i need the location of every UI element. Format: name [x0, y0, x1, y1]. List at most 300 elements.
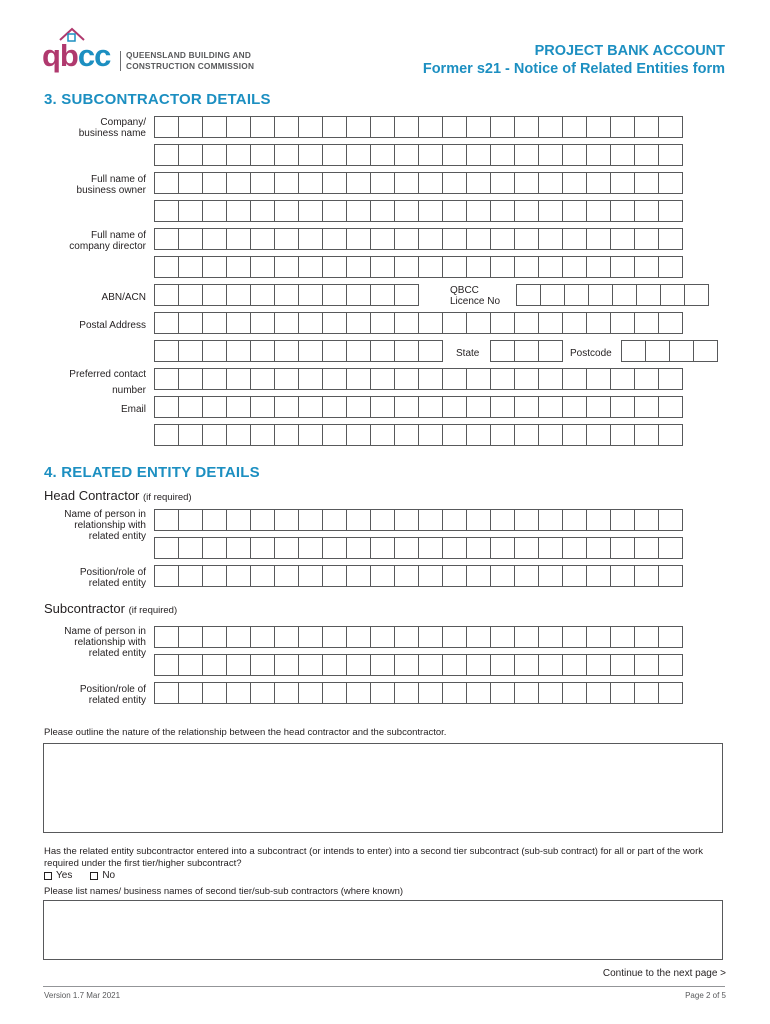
head-person-name-field-row2-box[interactable] [346, 537, 371, 559]
company-name-field-row1-box[interactable] [610, 116, 635, 138]
head-person-name-field-row1-box[interactable] [514, 509, 539, 531]
head-position-field-box[interactable] [346, 565, 371, 587]
company-name-field-row1-box[interactable] [370, 116, 395, 138]
postal-address-field-row1-box[interactable] [610, 312, 635, 334]
email-field-row1-box[interactable] [562, 396, 587, 418]
sub-person-name-field-row1-box[interactable] [154, 626, 179, 648]
email-field-row1-box[interactable] [586, 396, 611, 418]
postal-address-field-row1-box[interactable] [442, 312, 467, 334]
head-position-field-box[interactable] [610, 565, 635, 587]
head-person-name-field-row1-box[interactable] [658, 509, 683, 531]
email-field-row2-box[interactable] [298, 424, 323, 446]
email-field-row1-box[interactable] [370, 396, 395, 418]
email-field-row2-box[interactable] [418, 424, 443, 446]
sub-person-name-field-row1-box[interactable] [490, 626, 515, 648]
postal-address-field-row2[interactable] [154, 340, 443, 362]
preferred-contact-field-box[interactable] [250, 368, 275, 390]
head-position-field-box[interactable] [154, 565, 179, 587]
company-director-field-row1-box[interactable] [538, 228, 563, 250]
business-owner-field-row1-box[interactable] [298, 172, 323, 194]
sub-position-field-box[interactable] [538, 682, 563, 704]
company-director-field-row2-box[interactable] [466, 256, 491, 278]
email-field-row1-box[interactable] [442, 396, 467, 418]
head-person-name-field-row1-box[interactable] [178, 509, 203, 531]
postal-address-field-row1-box[interactable] [346, 312, 371, 334]
company-name-field-row2-box[interactable] [562, 144, 587, 166]
sub-person-name-field-row2-box[interactable] [562, 654, 587, 676]
business-owner-field-row2-box[interactable] [226, 200, 251, 222]
postal-address-field-row2-box[interactable] [370, 340, 395, 362]
state-field-box[interactable] [490, 340, 515, 362]
company-director-field-row1-box[interactable] [634, 228, 659, 250]
postal-address-field-row1-box[interactable] [586, 312, 611, 334]
abn-acn-field[interactable] [154, 284, 419, 306]
email-field-row1[interactable] [154, 396, 683, 418]
head-position-field-box[interactable] [394, 565, 419, 587]
head-person-name-field-row1-box[interactable] [202, 509, 227, 531]
company-director-field-row2-box[interactable] [610, 256, 635, 278]
state-field[interactable] [490, 340, 563, 362]
business-owner-field-row2-box[interactable] [610, 200, 635, 222]
postal-address-field-row1-box[interactable] [226, 312, 251, 334]
head-person-name-field-row1-box[interactable] [442, 509, 467, 531]
company-director-field-row2-box[interactable] [658, 256, 683, 278]
sub-person-name-field-row2-box[interactable] [418, 654, 443, 676]
company-name-field-row1-box[interactable] [466, 116, 491, 138]
business-owner-field-row1-box[interactable] [490, 172, 515, 194]
business-owner-field-row1-box[interactable] [202, 172, 227, 194]
head-person-name-field-row2-box[interactable] [514, 537, 539, 559]
qbcc-licence-field-box[interactable] [660, 284, 685, 306]
email-field-row2-box[interactable] [178, 424, 203, 446]
business-owner-field-row2-box[interactable] [298, 200, 323, 222]
business-owner-field-row2-box[interactable] [466, 200, 491, 222]
head-person-name-field-row2-box[interactable] [226, 537, 251, 559]
head-position-field-box[interactable] [490, 565, 515, 587]
sub-position-field-box[interactable] [658, 682, 683, 704]
head-position-field-box[interactable] [634, 565, 659, 587]
sub-person-name-field-row1-box[interactable] [658, 626, 683, 648]
preferred-contact-field-box[interactable] [346, 368, 371, 390]
company-name-field-row2-box[interactable] [250, 144, 275, 166]
sub-person-name-field-row1-box[interactable] [274, 626, 299, 648]
sub-person-name-field-row2-box[interactable] [154, 654, 179, 676]
sub-position-field-box[interactable] [490, 682, 515, 704]
company-director-field-row1-box[interactable] [154, 228, 179, 250]
head-person-name-field-row2-box[interactable] [466, 537, 491, 559]
postal-address-field-row1-box[interactable] [418, 312, 443, 334]
company-name-field-row2-box[interactable] [442, 144, 467, 166]
postal-address-field-row1-box[interactable] [154, 312, 179, 334]
abn-acn-field-box[interactable] [226, 284, 251, 306]
preferred-contact-field-box[interactable] [226, 368, 251, 390]
sub-person-name-field-row1-box[interactable] [442, 626, 467, 648]
sub-person-name-field-row1-box[interactable] [250, 626, 275, 648]
sub-person-name-field-row1-box[interactable] [562, 626, 587, 648]
company-director-field-row2[interactable] [154, 256, 683, 278]
email-field-row2-box[interactable] [346, 424, 371, 446]
business-owner-field-row1-box[interactable] [178, 172, 203, 194]
business-owner-field-row2-box[interactable] [562, 200, 587, 222]
head-person-name-field-row1-box[interactable] [634, 509, 659, 531]
company-director-field-row2-box[interactable] [370, 256, 395, 278]
head-person-name-field-row1-box[interactable] [226, 509, 251, 531]
postal-address-field-row1-box[interactable] [370, 312, 395, 334]
company-name-field-row2-box[interactable] [274, 144, 299, 166]
company-director-field-row1-box[interactable] [490, 228, 515, 250]
preferred-contact-field-box[interactable] [154, 368, 179, 390]
state-field-box[interactable] [538, 340, 563, 362]
sub-person-name-field-row2-box[interactable] [586, 654, 611, 676]
business-owner-field-row1-box[interactable] [394, 172, 419, 194]
postal-address-field-row2-box[interactable] [226, 340, 251, 362]
company-name-field-row1-box[interactable] [250, 116, 275, 138]
head-position-field-box[interactable] [274, 565, 299, 587]
company-name-field-row2-box[interactable] [418, 144, 443, 166]
email-field-row1-box[interactable] [394, 396, 419, 418]
preferred-contact-field-box[interactable] [610, 368, 635, 390]
email-field-row2-box[interactable] [322, 424, 347, 446]
email-field-row2-box[interactable] [226, 424, 251, 446]
qbcc-licence-field-box[interactable] [516, 284, 541, 306]
head-position-field-box[interactable] [466, 565, 491, 587]
sub-person-name-field-row1-box[interactable] [226, 626, 251, 648]
email-field-row1-box[interactable] [226, 396, 251, 418]
company-director-field-row2-box[interactable] [442, 256, 467, 278]
head-position-field-box[interactable] [514, 565, 539, 587]
email-field-row2-box[interactable] [250, 424, 275, 446]
postal-address-field-row1-box[interactable] [658, 312, 683, 334]
company-director-field-row1[interactable] [154, 228, 683, 250]
sub-person-name-field-row2-box[interactable] [466, 654, 491, 676]
company-director-field-row2-box[interactable] [178, 256, 203, 278]
sub-person-name-field-row1-box[interactable] [322, 626, 347, 648]
sub-position-field-box[interactable] [154, 682, 179, 704]
company-director-field-row2-box[interactable] [322, 256, 347, 278]
sub-person-name-field-row2-box[interactable] [346, 654, 371, 676]
head-person-name-field-row2-box[interactable] [418, 537, 443, 559]
head-position-field-box[interactable] [418, 565, 443, 587]
business-owner-field-row2-box[interactable] [586, 200, 611, 222]
abn-acn-field-box[interactable] [346, 284, 371, 306]
company-name-field-row1[interactable] [154, 116, 683, 138]
postal-address-field-row1-box[interactable] [274, 312, 299, 334]
business-owner-field-row2-box[interactable] [514, 200, 539, 222]
sub-position-field-box[interactable] [586, 682, 611, 704]
sub-person-name-field-row2-box[interactable] [634, 654, 659, 676]
email-field-row1-box[interactable] [538, 396, 563, 418]
sub-position-field-box[interactable] [514, 682, 539, 704]
head-position-field-box[interactable] [442, 565, 467, 587]
postal-address-field-row2-box[interactable] [394, 340, 419, 362]
preferred-contact-field-box[interactable] [514, 368, 539, 390]
head-position-field-box[interactable] [298, 565, 323, 587]
qbcc-licence-field-box[interactable] [684, 284, 709, 306]
company-director-field-row1-box[interactable] [226, 228, 251, 250]
email-field-row2-box[interactable] [466, 424, 491, 446]
sub-position-field-box[interactable] [226, 682, 251, 704]
abn-acn-field-box[interactable] [178, 284, 203, 306]
sub-person-name-field-row2-box[interactable] [394, 654, 419, 676]
business-owner-field-row2-box[interactable] [658, 200, 683, 222]
postcode-field[interactable] [621, 340, 718, 362]
company-name-field-row2-box[interactable] [490, 144, 515, 166]
sub-position-field-box[interactable] [562, 682, 587, 704]
sub-position-field-box[interactable] [298, 682, 323, 704]
sub-person-name-field-row1-box[interactable] [202, 626, 227, 648]
postal-address-field-row1-box[interactable] [178, 312, 203, 334]
email-field-row1-box[interactable] [634, 396, 659, 418]
sub-position-field-box[interactable] [202, 682, 227, 704]
company-name-field-row2-box[interactable] [634, 144, 659, 166]
qbcc-licence-field-box[interactable] [636, 284, 661, 306]
postal-address-field-row1-box[interactable] [634, 312, 659, 334]
company-director-field-row1-box[interactable] [466, 228, 491, 250]
company-director-field-row2-box[interactable] [586, 256, 611, 278]
sub-position-field-box[interactable] [634, 682, 659, 704]
postal-address-field-row1-box[interactable] [250, 312, 275, 334]
email-field-row1-box[interactable] [250, 396, 275, 418]
company-name-field-row2-box[interactable] [586, 144, 611, 166]
head-position-field-box[interactable] [562, 565, 587, 587]
sub-person-name-field-row2-box[interactable] [178, 654, 203, 676]
head-person-name-field-row2-box[interactable] [562, 537, 587, 559]
sub-person-name-field-row2-box[interactable] [274, 654, 299, 676]
company-name-field-row1-box[interactable] [394, 116, 419, 138]
head-person-name-field-row2-box[interactable] [202, 537, 227, 559]
email-field-row1-box[interactable] [490, 396, 515, 418]
preferred-contact-field-box[interactable] [178, 368, 203, 390]
company-director-field-row1-box[interactable] [514, 228, 539, 250]
head-person-name-field-row1[interactable] [154, 509, 683, 531]
business-owner-field-row1-box[interactable] [610, 172, 635, 194]
sub-person-name-field-row2-box[interactable] [202, 654, 227, 676]
head-position-field-box[interactable] [370, 565, 395, 587]
sub-person-name-field-row1-box[interactable] [538, 626, 563, 648]
postal-address-field-row1-box[interactable] [298, 312, 323, 334]
company-name-field-row2-box[interactable] [514, 144, 539, 166]
email-field-row1-box[interactable] [154, 396, 179, 418]
sub-person-name-field-row2-box[interactable] [322, 654, 347, 676]
head-position-field-box[interactable] [226, 565, 251, 587]
head-person-name-field-row1-box[interactable] [370, 509, 395, 531]
sub-person-name-field-row1-box[interactable] [178, 626, 203, 648]
company-director-field-row1-box[interactable] [202, 228, 227, 250]
business-owner-field-row2-box[interactable] [250, 200, 275, 222]
company-director-field-row2-box[interactable] [202, 256, 227, 278]
business-owner-field-row2-box[interactable] [490, 200, 515, 222]
sub-person-name-field-row1-box[interactable] [370, 626, 395, 648]
sub-person-name-field-row1[interactable] [154, 626, 683, 648]
preferred-contact-field-box[interactable] [586, 368, 611, 390]
email-field-row2-box[interactable] [610, 424, 635, 446]
head-person-name-field-row2-box[interactable] [370, 537, 395, 559]
business-owner-field-row1-box[interactable] [586, 172, 611, 194]
company-name-field-row2-box[interactable] [466, 144, 491, 166]
head-person-name-field-row1-box[interactable] [490, 509, 515, 531]
head-person-name-field-row2-box[interactable] [490, 537, 515, 559]
postal-address-field-row1[interactable] [154, 312, 683, 334]
business-owner-field-row1-box[interactable] [274, 172, 299, 194]
company-director-field-row2-box[interactable] [346, 256, 371, 278]
preferred-contact-field-box[interactable] [562, 368, 587, 390]
postal-address-field-row2-box[interactable] [250, 340, 275, 362]
preferred-contact-field-box[interactable] [442, 368, 467, 390]
second-tier-names-textbox[interactable] [43, 900, 723, 960]
company-director-field-row2-box[interactable] [562, 256, 587, 278]
company-director-field-row1-box[interactable] [274, 228, 299, 250]
company-name-field-row1-box[interactable] [226, 116, 251, 138]
business-owner-field-row2-box[interactable] [442, 200, 467, 222]
email-field-row2-box[interactable] [562, 424, 587, 446]
company-name-field-row1-box[interactable] [586, 116, 611, 138]
qbcc-licence-field-box[interactable] [540, 284, 565, 306]
business-owner-field-row2-box[interactable] [202, 200, 227, 222]
head-person-name-field-row1-box[interactable] [562, 509, 587, 531]
head-person-name-field-row1-box[interactable] [538, 509, 563, 531]
preferred-contact-field-box[interactable] [466, 368, 491, 390]
sub-position-field-box[interactable] [346, 682, 371, 704]
company-name-field-row1-box[interactable] [514, 116, 539, 138]
sub-position-field-box[interactable] [274, 682, 299, 704]
head-person-name-field-row2-box[interactable] [610, 537, 635, 559]
company-director-field-row1-box[interactable] [178, 228, 203, 250]
postal-address-field-row2-box[interactable] [274, 340, 299, 362]
postal-address-field-row2-box[interactable] [322, 340, 347, 362]
email-field-row2-box[interactable] [442, 424, 467, 446]
head-person-name-field-row2[interactable] [154, 537, 683, 559]
company-name-field-row2-box[interactable] [658, 144, 683, 166]
email-field-row1-box[interactable] [514, 396, 539, 418]
state-field-box[interactable] [514, 340, 539, 362]
sub-position-field-box[interactable] [610, 682, 635, 704]
company-name-field-row2-box[interactable] [178, 144, 203, 166]
sub-person-name-field-row2-box[interactable] [370, 654, 395, 676]
company-director-field-row1-box[interactable] [586, 228, 611, 250]
email-field-row2-box[interactable] [154, 424, 179, 446]
company-name-field-row1-box[interactable] [538, 116, 563, 138]
postal-address-field-row2-box[interactable] [346, 340, 371, 362]
yes-checkbox[interactable] [44, 872, 52, 880]
company-name-field-row2[interactable] [154, 144, 683, 166]
company-name-field-row2-box[interactable] [226, 144, 251, 166]
sub-person-name-field-row1-box[interactable] [418, 626, 443, 648]
business-owner-field-row1-box[interactable] [538, 172, 563, 194]
business-owner-field-row2-box[interactable] [154, 200, 179, 222]
sub-person-name-field-row1-box[interactable] [298, 626, 323, 648]
sub-person-name-field-row2-box[interactable] [658, 654, 683, 676]
head-position-field-box[interactable] [658, 565, 683, 587]
head-person-name-field-row1-box[interactable] [274, 509, 299, 531]
business-owner-field-row2-box[interactable] [538, 200, 563, 222]
preferred-contact-field-box[interactable] [370, 368, 395, 390]
head-person-name-field-row2-box[interactable] [442, 537, 467, 559]
email-field-row1-box[interactable] [202, 396, 227, 418]
email-field-row1-box[interactable] [418, 396, 443, 418]
head-person-name-field-row1-box[interactable] [298, 509, 323, 531]
postal-address-field-row2-box[interactable] [298, 340, 323, 362]
company-director-field-row2-box[interactable] [394, 256, 419, 278]
business-owner-field-row1[interactable] [154, 172, 683, 194]
sub-position-field-box[interactable] [442, 682, 467, 704]
business-owner-field-row1-box[interactable] [346, 172, 371, 194]
business-owner-field-row2-box[interactable] [178, 200, 203, 222]
head-position-field-box[interactable] [322, 565, 347, 587]
email-field-row1-box[interactable] [466, 396, 491, 418]
postal-address-field-row1-box[interactable] [538, 312, 563, 334]
head-person-name-field-row2-box[interactable] [634, 537, 659, 559]
business-owner-field-row1-box[interactable] [562, 172, 587, 194]
company-name-field-row1-box[interactable] [634, 116, 659, 138]
sub-person-name-field-row2-box[interactable] [538, 654, 563, 676]
head-person-name-field-row1-box[interactable] [394, 509, 419, 531]
company-name-field-row2-box[interactable] [154, 144, 179, 166]
preferred-contact-field-box[interactable] [658, 368, 683, 390]
sub-person-name-field-row2-box[interactable] [250, 654, 275, 676]
qbcc-licence-field-box[interactable] [588, 284, 613, 306]
abn-acn-field-box[interactable] [202, 284, 227, 306]
company-name-field-row1-box[interactable] [658, 116, 683, 138]
sub-person-name-field-row1-box[interactable] [466, 626, 491, 648]
business-owner-field-row2-box[interactable] [394, 200, 419, 222]
company-director-field-row1-box[interactable] [610, 228, 635, 250]
company-director-field-row1-box[interactable] [250, 228, 275, 250]
email-field-row1-box[interactable] [274, 396, 299, 418]
postcode-field-box[interactable] [693, 340, 718, 362]
head-person-name-field-row1-box[interactable] [466, 509, 491, 531]
company-director-field-row1-box[interactable] [442, 228, 467, 250]
company-name-field-row1-box[interactable] [274, 116, 299, 138]
company-name-field-row2-box[interactable] [322, 144, 347, 166]
email-field-row2-box[interactable] [514, 424, 539, 446]
head-person-name-field-row1-box[interactable] [346, 509, 371, 531]
abn-acn-field-box[interactable] [322, 284, 347, 306]
postal-address-field-row2-box[interactable] [418, 340, 443, 362]
company-director-field-row2-box[interactable] [418, 256, 443, 278]
company-name-field-row2-box[interactable] [370, 144, 395, 166]
business-owner-field-row1-box[interactable] [154, 172, 179, 194]
abn-acn-field-box[interactable] [154, 284, 179, 306]
email-field-row2-box[interactable] [490, 424, 515, 446]
business-owner-field-row2-box[interactable] [418, 200, 443, 222]
sub-person-name-field-row1-box[interactable] [346, 626, 371, 648]
company-name-field-row1-box[interactable] [346, 116, 371, 138]
email-field-row1-box[interactable] [658, 396, 683, 418]
company-director-field-row1-box[interactable] [562, 228, 587, 250]
email-field-row2-box[interactable] [586, 424, 611, 446]
head-position-field-box[interactable] [538, 565, 563, 587]
sub-position-field-box[interactable] [250, 682, 275, 704]
abn-acn-field-box[interactable] [274, 284, 299, 306]
company-director-field-row2-box[interactable] [634, 256, 659, 278]
preferred-contact-field-box[interactable] [298, 368, 323, 390]
head-person-name-field-row2-box[interactable] [178, 537, 203, 559]
head-person-name-field-row1-box[interactable] [418, 509, 443, 531]
sub-position-field-box[interactable] [370, 682, 395, 704]
postal-address-field-row2-box[interactable] [154, 340, 179, 362]
head-person-name-field-row2-box[interactable] [250, 537, 275, 559]
sub-person-name-field-row2-box[interactable] [490, 654, 515, 676]
postcode-field-box[interactable] [621, 340, 646, 362]
preferred-contact-field-box[interactable] [634, 368, 659, 390]
business-owner-field-row2-box[interactable] [274, 200, 299, 222]
email-field-row2-box[interactable] [658, 424, 683, 446]
company-director-field-row2-box[interactable] [274, 256, 299, 278]
company-name-field-row1-box[interactable] [442, 116, 467, 138]
company-director-field-row2-box[interactable] [538, 256, 563, 278]
sub-person-name-field-row1-box[interactable] [586, 626, 611, 648]
sub-person-name-field-row2-box[interactable] [514, 654, 539, 676]
